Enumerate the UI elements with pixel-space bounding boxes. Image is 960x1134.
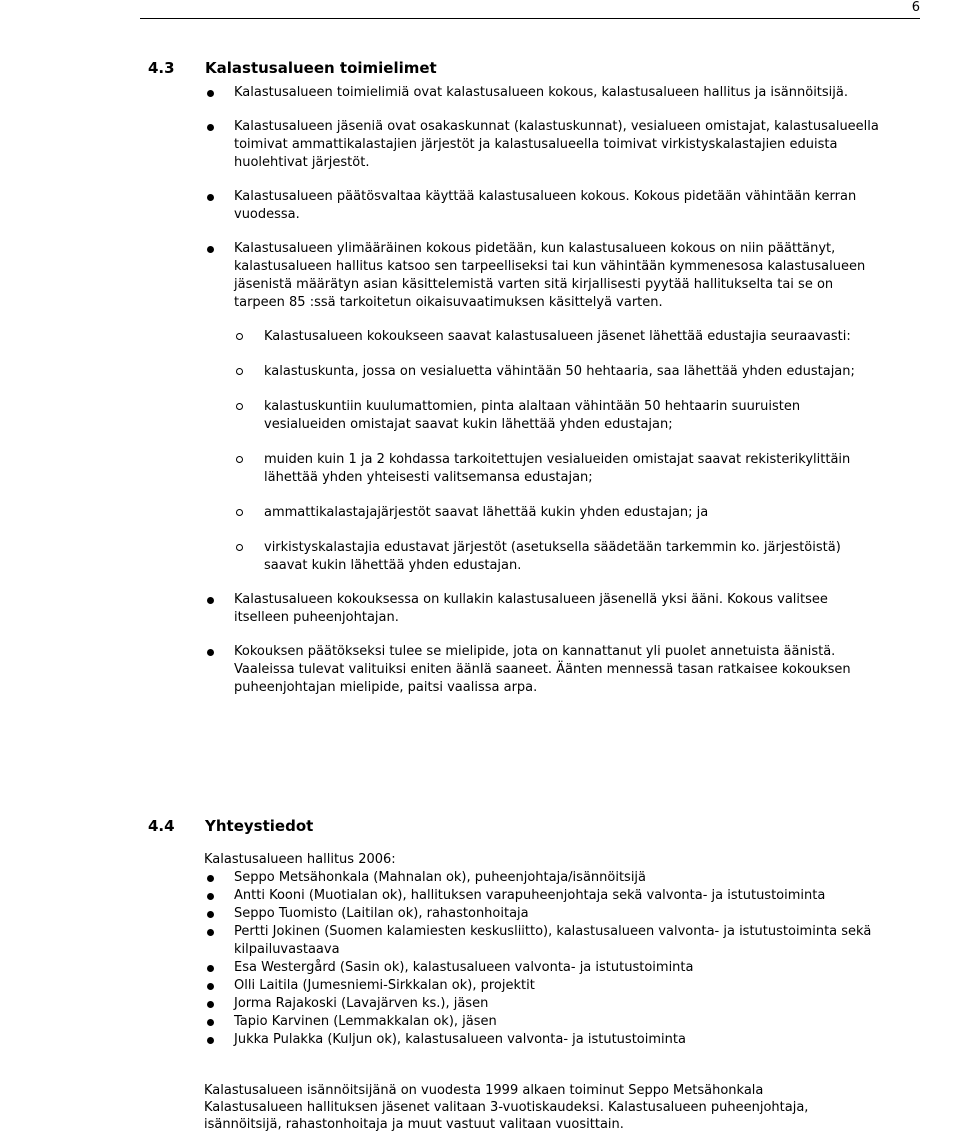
board-member-item [204,995,884,1013]
list-item-text: Kalastusalueen toimielimiä ovat kalastusalueen kokous, kalastusalueen hallitus ja isännöitsijä. [234,85,849,100]
list-item [204,643,884,697]
board-member-item [204,977,884,995]
representation-sublist [234,328,884,575]
sublist-item-text: Kalastusalueen kokoukseen saavat kalastusalueen jäsenet lähettää edustajia seuraavasti: [264,329,851,344]
bullet-icon [207,90,214,97]
bullet-icon [207,929,214,936]
list-item [204,591,884,627]
bullet-icon [207,893,214,900]
section-title: Kalastusalueen toimielimet [205,59,437,77]
section-heading-4-4 [148,816,313,836]
sublist-item-text: ammattikalastajajärjestöt saavat lähettää kukin yhden edustajan; ja [264,505,709,520]
bullet-icon [207,1037,214,1044]
list-item-text: Kalastusalueen kokouksessa on kullakin kalastusalueen jäsenellä yksi ääni. Kokous valitsee itselleen puheenjohtajan. [234,592,828,625]
board-member-item [204,887,884,905]
bullet-icon [207,649,214,656]
circle-bullet-icon [236,333,243,340]
sublist-item [234,451,884,487]
bullet-icon [207,965,214,972]
sublist-item [234,363,884,381]
list-item [204,240,884,575]
board-member-text: Jorma Rajakoski (Lavajärven ks.), jäsen [234,996,489,1011]
list-item-text: Kalastusalueen jäseniä ovat osakaskunnat (kalastuskunnat), vesialueen omistajat, kalastusalueella toimivat ammattikalastajien järjestöt ja kalastusalueella toimivat virkistyskalastajien eduista huolehtivat järjestöt. [234,119,879,170]
circle-bullet-icon [236,403,243,410]
sublist-item [234,504,884,522]
list-item-text: Kalastusalueen ylimääräinen kokous pidetään, kun kalastusalueen kokous on niin päättänyt, kalastusalueen hallitus katsoo sen tarpeelliseksi tai kun vähintään kymmenesosa kalastusalueen jäsenistä määrätyn asian käsittelemistä varten sitä kirjallisesti pyytää hallitukselta tai se on tarpeen 85 :ssä tarkoitetun oikaisuvaatimuksen käsittelyä varten. [234,241,866,310]
section-number: 4.3 [148,59,175,77]
bullet-icon [207,1019,214,1026]
sublist-item-text: virkistyskalastajia edustavat järjestöt (asetuksella säädetään tarkemmin ko. järjestöistä) saavat kukin lähettää yhden edustajan. [264,540,841,573]
header-rule [140,18,920,19]
closing-line-terms: Kalastusalueen hallituksen jäsenet valitaan 3-vuotiskaudeksi. Kalastusalueen puheenjohtaja, isännöitsijä, rahastonhoitaja ja muut vastuut valitaan vuosittain. [204,1100,809,1132]
board-member-item [204,869,884,887]
sublist-item-text: kalastuskunta, jossa on vesialuetta vähintään 50 hehtaaria, saa lähettää yhden edustajan; [264,364,855,379]
bullet-icon [207,911,214,918]
sublist-item [234,398,884,434]
board-member-text: Seppo Metsähonkala (Mahnalan ok), puheenjohtaja/isännöitsijä [234,870,647,885]
bullet-icon [207,246,214,253]
board-member-text: Pertti Jokinen (Suomen kalamiesten keskusliitto), kalastusalueen valvonta- ja istutustoiminta sekä kilpailuvastaava [234,924,872,957]
closing-line-manager: Kalastusalueen isännöitsijänä on vuodesta 1999 alkaen toiminut Seppo Metsähonkala [204,1083,764,1098]
board-member-text: Jukka Pulakka (Kuljun ok), kalastusalueen valvonta- ja istutustoiminta [234,1032,686,1047]
circle-bullet-icon [236,368,243,375]
board-members-list [204,869,884,1049]
sublist-item-text: kalastuskuntiin kuulumattomien, pinta alaltaan vähintään 50 hehtaarin suuruisten vesialueiden omistajat saavat kukin lähettää yhden edustajan; [264,399,801,432]
board-intro: Kalastusalueen hallitus 2006: [204,852,396,867]
board-member-item [204,959,884,977]
list-item [204,188,884,224]
section-heading-4-3 [148,58,437,78]
bullet-icon [207,875,214,882]
board-member-item [204,1013,884,1031]
page-number: 6 [911,0,920,15]
section-number: 4.4 [148,817,175,835]
list-item-text: Kalastusalueen päätösvaltaa käyttää kalastusalueen kokous. Kokous pidetään vähintään kerran vuodessa. [234,189,857,222]
sublist-item-text: muiden kuin 1 ja 2 kohdassa tarkoitettujen vesialueiden omistajat saavat rekisterikylittäin lähettää yhden yhteisesti valitsemansa edustajan; [264,452,851,485]
bullet-icon [207,1001,214,1008]
bullet-icon [207,983,214,990]
section-title: Yhteystiedot [205,817,314,835]
board-member-text: Seppo Tuomisto (Laitilan ok), rahastonhoitaja [234,906,529,921]
bullet-icon [207,194,214,201]
circle-bullet-icon [236,544,243,551]
sublist-item [234,539,884,575]
circle-bullet-icon [236,509,243,516]
board-member-text: Esa Westergård (Sasin ok), kalastusalueen valvonta- ja istutustoiminta [234,960,694,975]
list-item-text: Kokouksen päätökseksi tulee se mielipide, jota on kannattanut yli puolet annetuista äänistä. Vaaleissa tulevat valituiksi eniten äänIä saaneet. Äänten mennessä tasan ratkaisee kokouksen puheenjohtajan mielipide, paitsi vaalissa arpa. [234,644,851,695]
board-member-item [204,905,884,923]
section-4-3-list [204,84,884,713]
list-item [204,118,884,172]
board-member-text: Antti Kooni (Muotialan ok), hallituksen varapuheenjohtaja sekä valvonta- ja istutustoiminta [234,888,826,903]
closing-paragraph [204,1082,884,1133]
sublist-item [234,328,884,346]
board-member-item [204,923,884,959]
board-member-item [204,1031,884,1049]
board-member-text: Olli Laitila (Jumesniemi-Sirkkalan ok), projektit [234,978,535,993]
bullet-icon [207,597,214,604]
circle-bullet-icon [236,456,243,463]
list-item [204,84,884,102]
bullet-icon [207,124,214,131]
board-member-text: Tapio Karvinen (Lemmakkalan ok), jäsen [234,1014,497,1029]
